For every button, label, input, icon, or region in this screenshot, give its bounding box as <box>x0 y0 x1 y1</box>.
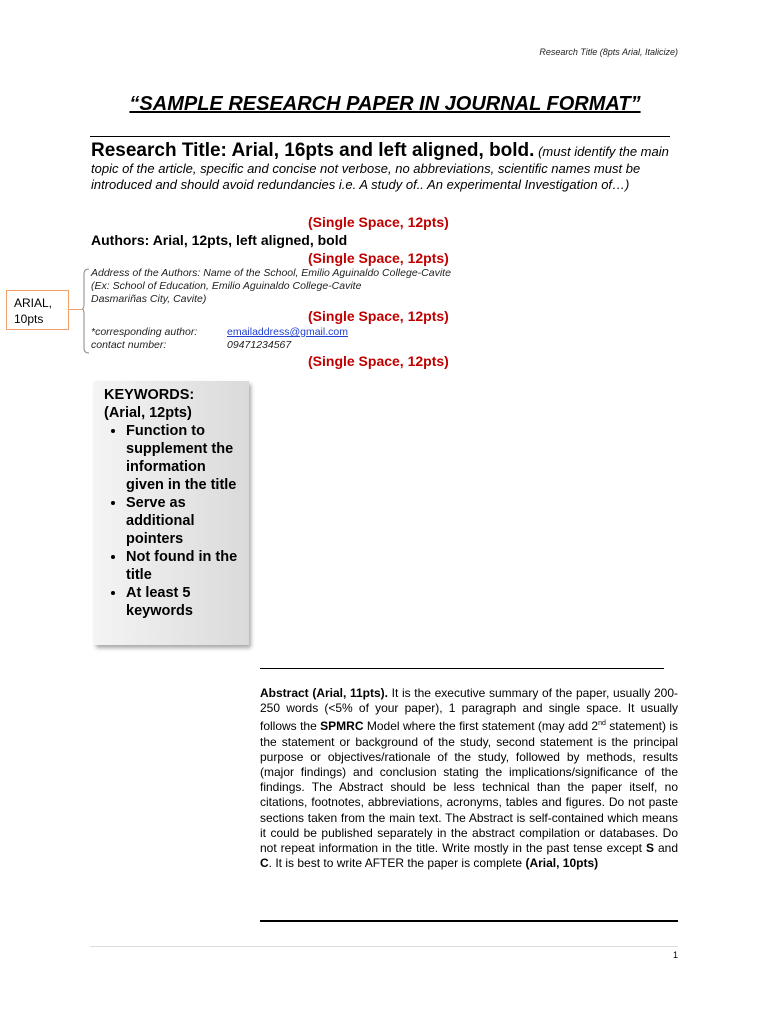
title-divider <box>90 136 670 137</box>
main-title: “SAMPLE RESEARCH PAPER IN JOURNAL FORMAT” <box>129 93 641 115</box>
abstract-font-note: (Arial, 10pts) <box>525 856 599 871</box>
abstract-text: Model where the first statement (may add 2 <box>363 719 599 734</box>
research-title-heading: Research Title: Arial, 16pts and left aligned, bold. <box>91 140 535 161</box>
abstract-top-rule <box>260 668 664 669</box>
spmrc-term: SPMRC <box>320 719 364 734</box>
single-space-note: (Single Space, 12pts) <box>308 250 449 266</box>
abstract-text: . It is best to write AFTER the paper is complete <box>268 856 526 871</box>
keywords-subtitle: (Arial, 12pts) <box>104 405 192 421</box>
abstract-text: It is the executive summary of the paper, usually 200-250 words (<5% of your paper), 1 paragraph and single space. It usually follows the <box>260 686 679 734</box>
contact-number: 09471234567 <box>227 338 292 351</box>
abstract-text: and <box>653 841 678 856</box>
research-title-note: (must identify the main topic of the article, specific and concise not verbose, no abbreviations, scientific names must be introduced and should avoid redundancies i.e. A study of.. An experimental Investigation of…) <box>91 144 669 192</box>
address-block <box>91 267 451 306</box>
callout-line: 10pts <box>14 312 44 326</box>
single-space-note: (Single Space, 12pts) <box>308 353 449 369</box>
corresponding-author-label: *corresponding author: <box>91 326 198 338</box>
address-line: Address of the Authors: Name of the School, Emilio Aguinaldo College-Cavite <box>91 267 451 279</box>
tense-letter-c: C <box>260 856 269 871</box>
authors-line: Authors: Arial, 12pts, left aligned, bold <box>91 232 348 248</box>
email-link[interactable]: emailaddress@gmail.com <box>227 326 348 338</box>
keyword-item: • At least 5 keywords <box>126 584 243 620</box>
callout-line: ARIAL, <box>14 296 53 310</box>
bracket-icon <box>82 268 90 354</box>
page-number: 1 <box>672 950 678 960</box>
header-note: Research Title (8pts Arial, Italicize) <box>539 47 678 57</box>
abstract-bottom-rule <box>260 920 678 922</box>
keywords-list <box>104 422 243 620</box>
keyword-item: • Not found in the title <box>126 548 243 584</box>
abstract-label: Abstract (Arial, 11pts). <box>260 686 389 700</box>
font-callout-box <box>6 290 69 330</box>
callout-connector <box>69 309 82 310</box>
contact-number-label: contact number: <box>91 338 167 351</box>
contact-block <box>91 326 348 351</box>
keywords-title: KEYWORDS: <box>104 387 195 403</box>
address-line: (Ex: School of Education, Emilio Aguinaldo College-Cavite <box>91 280 362 292</box>
tense-letter-s: S <box>645 841 654 856</box>
research-title-block <box>91 140 675 194</box>
abstract-text: statement) is the statement or background of the study, second statement is the principal purpose or objectives/rationale of the study, followed by methods, results (major findings) and conclusion stating the implications/significance of the findings. The Abstract should be less technical than the paper itself, no citations, footnotes, abbreviations, acronyms, tables and figures. Do not paste sections taken from the main text. The Abstract is self-contained which means it could be published separately in the abstract compilation or databases. Do not repeat information in the title. Write mostly in the past tense except <box>260 719 679 856</box>
keywords-box <box>94 381 249 645</box>
address-line: Dasmariñas City, Cavite) <box>91 293 207 305</box>
single-space-note: (Single Space, 12pts) <box>308 214 449 230</box>
single-space-note: (Single Space, 12pts) <box>308 308 449 324</box>
keyword-item: • Serve as additional pointers <box>126 494 243 548</box>
footer-divider <box>90 946 678 947</box>
keyword-item: • Function to supplement the information given in the title <box>126 422 243 494</box>
abstract-paragraph <box>260 686 678 871</box>
ordinal-suffix: nd <box>598 720 606 728</box>
